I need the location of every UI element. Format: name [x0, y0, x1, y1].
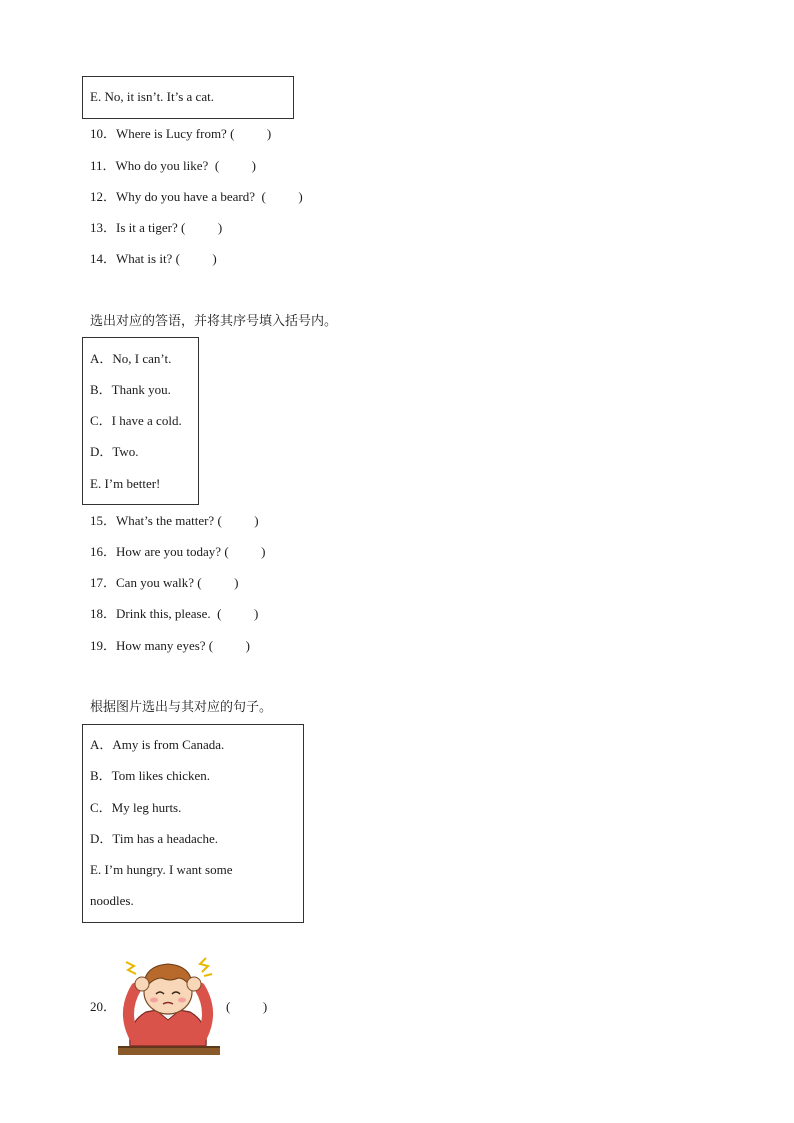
option-c-2: C．I have a cold.	[90, 413, 182, 428]
option-d-2: D．Two.	[90, 444, 139, 459]
instruction-3: 根据图片选出与其对应的句子。	[90, 700, 273, 715]
question-15: 15．What’s the matter? ( )	[90, 513, 259, 528]
option-e-1: E. No, it isn’t. It’s a cat.	[90, 89, 214, 104]
question-18: 18．Drink this, please. ( )	[90, 606, 259, 621]
question-14: 14．What is it? ( )	[90, 251, 217, 266]
option-e-3: E. I’m hungry. I want some	[90, 862, 233, 877]
option-a-2: A．No, I can’t.	[90, 351, 172, 366]
question-11: 11．Who do you like? ( )	[90, 158, 256, 173]
question-12: 12．Why do you have a beard? ( )	[90, 189, 303, 204]
question-20-blank: ( )	[226, 999, 268, 1014]
option-b-3: B．Tom likes chicken.	[90, 768, 211, 783]
headache-boy-picture	[112, 952, 224, 1058]
option-e-3-continued: noodles.	[90, 893, 134, 908]
question-13: 13．Is it a tiger? ( )	[90, 220, 223, 235]
question-16: 16．How are you today? ( )	[90, 544, 266, 559]
option-b-2: B．Thank you.	[90, 382, 171, 397]
question-10: 10．Where is Lucy from? ( )	[90, 126, 272, 141]
question-19: 19．How many eyes? ( )	[90, 638, 250, 653]
option-e-2: E. I’m better!	[90, 476, 161, 491]
question-20-number: 20．	[90, 999, 117, 1014]
option-a-3: A．Amy is from Canada.	[90, 737, 225, 752]
instruction-2: 选出对应的答语，并将其序号填入括号内。	[90, 314, 338, 329]
option-c-3: C．My leg hurts.	[90, 800, 182, 815]
option-d-3: D．Tim has a headache.	[90, 831, 219, 846]
question-17: 17．Can you walk? ( )	[90, 575, 239, 590]
